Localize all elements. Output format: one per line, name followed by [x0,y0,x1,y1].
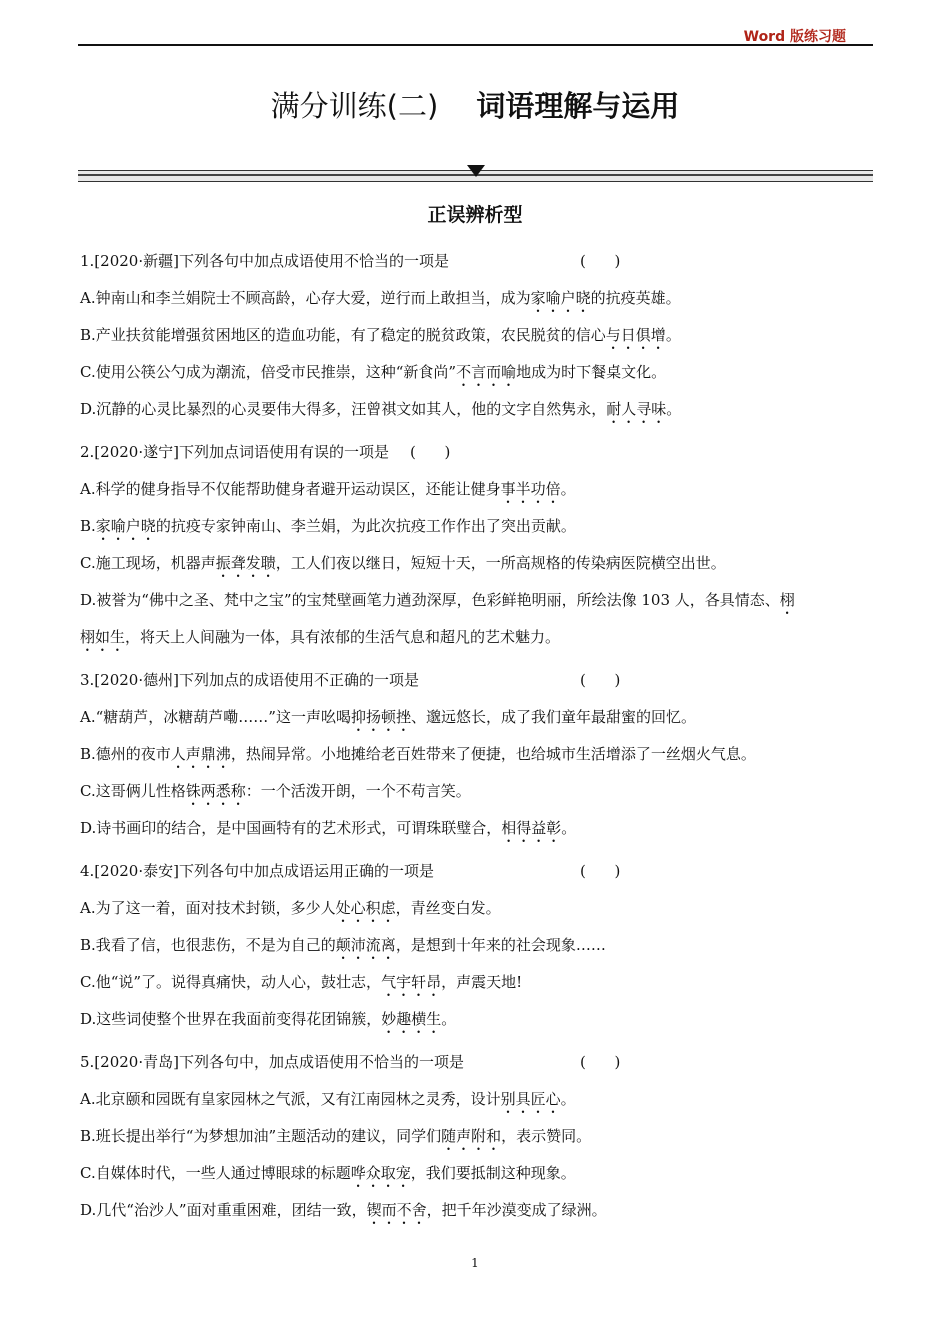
question-stem [80,250,872,287]
option-text: ，工人们夜以继日，短短十天，一所高规格的传染病医院横空出世。 [275,554,726,572]
option-text: 。 [560,1090,576,1108]
option-text: D.沉静的心灵比暴烈的心灵要伟大得多，汪曾祺文如其人，他的文字自然隽永， [80,400,607,418]
option-text: D.诗书画印的结合，是中国画特有的艺术形式，可谓珠联璧合， [80,819,502,837]
question-stem [80,1051,872,1088]
option-line [80,552,872,589]
option-text: C.自媒体时代，一些人通过博眼球的标题 [80,1164,351,1182]
option-text: 。 [561,819,577,837]
option-text: B.德州的夜市 [80,745,171,763]
answer-paren: ( ) [580,252,621,270]
option-text: A.“糖葫芦，冰糖葫芦嘞……”这一声吆喝 [80,708,351,726]
option-text: B.我看了信，也很悲伤，不是为自己的 [80,936,336,954]
stem-text: 2.[2020·遂宁]下列加点词语使用有误的一项是 [80,443,389,461]
dotted-idiom: 相得益彰 [501,819,562,837]
option-text: 。 [665,326,681,344]
option-line [80,817,872,854]
answer-paren: ( ) [580,671,621,689]
triangle-down-icon [467,165,485,177]
page-title [0,84,950,125]
dotted-idiom: 家喻户晓 [95,517,156,535]
option-text: A.科学的健身指导不仅能帮助健身者避开运动误区，还能让健身 [80,480,501,498]
answer-paren: ( ) [410,443,451,461]
dotted-idiom: 别具匠心 [500,1090,561,1108]
dotted-idiom: 随声附和 [441,1127,502,1145]
option-text: D.几代“治沙人”面对重重困难，团结一致， [80,1201,367,1219]
option-text: 的抗疫英雄。 [590,289,681,307]
option-text: A.北京颐和园既有皇家园林之气派，又有江南园林之灵秀，设计 [80,1090,501,1108]
option-text: C.他“说”了。说得真痛快，动人心，鼓壮志， [80,973,382,991]
question-list [80,250,872,1242]
dotted-idiom: 事半功倍 [500,480,561,498]
dotted-idiom: 铢两悉称 [185,782,246,800]
option-line [80,361,872,398]
option-line [80,515,872,552]
stem-text: 3.[2020·德州]下列加点的成语使用不正确的一项是 [80,671,419,689]
option-line [80,1088,872,1125]
option-text: C.使用公筷公勺成为潮流，倍受市民推崇，这种“新食尚” [80,363,457,381]
option-line [80,780,872,817]
section-heading: 正误辨析型 [427,204,523,226]
option-text: ，我们要抵制这种现象。 [410,1164,576,1182]
option-line [80,1162,872,1199]
option-text: D.这些词使整个世界在我面前变得花团锦簇， [80,1010,382,1028]
dotted-idiom: 家喻户晓 [530,289,591,307]
option-text: 。 [441,1010,457,1028]
question-3 [80,669,872,854]
option-line [80,626,872,663]
question-2 [80,441,872,663]
option-text: 地成为时下餐桌文化。 [516,363,667,381]
option-text: ，将天上人间融为一体，具有浓郁的生活气息和超凡的艺术魅力。 [125,628,561,646]
option-text: ，青丝变白发。 [395,899,501,917]
page-number: 1 [471,1256,479,1270]
stem-text: 5.[2020·青岛]下列各句中，加点成语使用不恰当的一项是 [80,1053,464,1071]
title-part1: 满分训练(二) [270,89,439,123]
dotted-idiom: 人声鼎沸 [170,745,231,763]
option-line [80,589,872,626]
dotted-idiom: 妙趣横生 [381,1010,442,1028]
option-text: A.钟南山和李兰娟院士不顾高龄，心存大爱，逆行而上敢担当，成为 [80,289,531,307]
option-text: ：一个活泼开朗，一个不苟言笑。 [245,782,471,800]
option-text: 。 [560,480,576,498]
option-line [80,1199,872,1236]
option-line [80,1125,872,1162]
option-text: ，表示赞同。 [501,1127,592,1145]
option-text: B. [80,517,96,535]
option-text: 。 [666,400,682,418]
dotted-idiom: 不言而喻 [456,363,517,381]
option-text: C.施工现场，机器声 [80,554,216,572]
dotted-idiom: 振聋发聩 [215,554,276,572]
option-text: ，是想到十年来的社会现象…… [395,936,606,954]
option-text: ，热闹异常。小地摊给老百姓带来了便捷，也给城市生活增添了一丝烟火气息。 [230,745,756,763]
dotted-idiom: 抑扬顿挫 [350,708,411,726]
dotted-idiom: 耐人寻味 [606,400,667,418]
option-text: ，把千年沙漠变成了绿洲。 [426,1201,607,1219]
option-text: C.这哥俩儿性格 [80,782,186,800]
question-stem [80,669,872,706]
title-part2: 词语理解与运用 [476,89,680,123]
option-text: B.产业扶贫能增强贫困地区的造血功能，有了稳定的脱贫政策，农民脱贫的信心 [80,326,606,344]
dotted-idiom: 颠沛流离 [335,936,396,954]
dotted-idiom: 锲而不舍 [366,1201,427,1219]
question-stem [80,441,872,478]
option-line [80,897,872,934]
option-text: ，声震天地! [441,973,523,991]
dotted-idiom: 气宇轩昂 [381,973,442,991]
dotted-idiom: 处心积虑 [335,899,396,917]
option-line [80,971,872,1008]
option-line [80,287,872,324]
dotted-idiom: 哗众取宠 [350,1164,411,1182]
answer-paren: ( ) [580,862,621,880]
option-line [80,706,872,743]
option-line [80,1008,872,1045]
dotted-idiom: 栩 [779,591,795,609]
option-line [80,398,872,435]
question-4 [80,860,872,1045]
stem-text: 4.[2020·泰安]下列各句中加点成语运用正确的一项是 [80,862,434,880]
question-1 [80,250,872,435]
option-text: 、邈远悠长，成了我们童年最甜蜜的回忆。 [410,708,696,726]
answer-paren: ( ) [580,1053,621,1071]
option-line [80,934,872,971]
question-stem [80,860,872,897]
stem-text: 1.[2020·新疆]下列各句中加点成语使用不恰当的一项是 [80,252,449,270]
option-line [80,743,872,780]
question-5 [80,1051,872,1236]
dotted-idiom: 与日俱增 [605,326,666,344]
option-text: B.班长提出举行“为梦想加油”主题活动的建议，同学们 [80,1127,442,1145]
option-line [80,478,872,515]
option-line [80,324,872,361]
dotted-idiom: 栩如生 [80,628,126,646]
option-text: D.被誉为“佛中之圣、梵中之宝”的宝梵壁画笔力遒劲深厚，色彩鲜艳明丽，所绘法像 103 人，各具情态、 [80,591,780,609]
option-text: 的抗疫专家钟南山、李兰娟，为此次抗疫工作作出了突出贡献。 [155,517,576,535]
word-version-tag: Word 版练习题 [743,29,846,45]
option-text: A.为了这一着，面对技术封锁，多少人 [80,899,336,917]
